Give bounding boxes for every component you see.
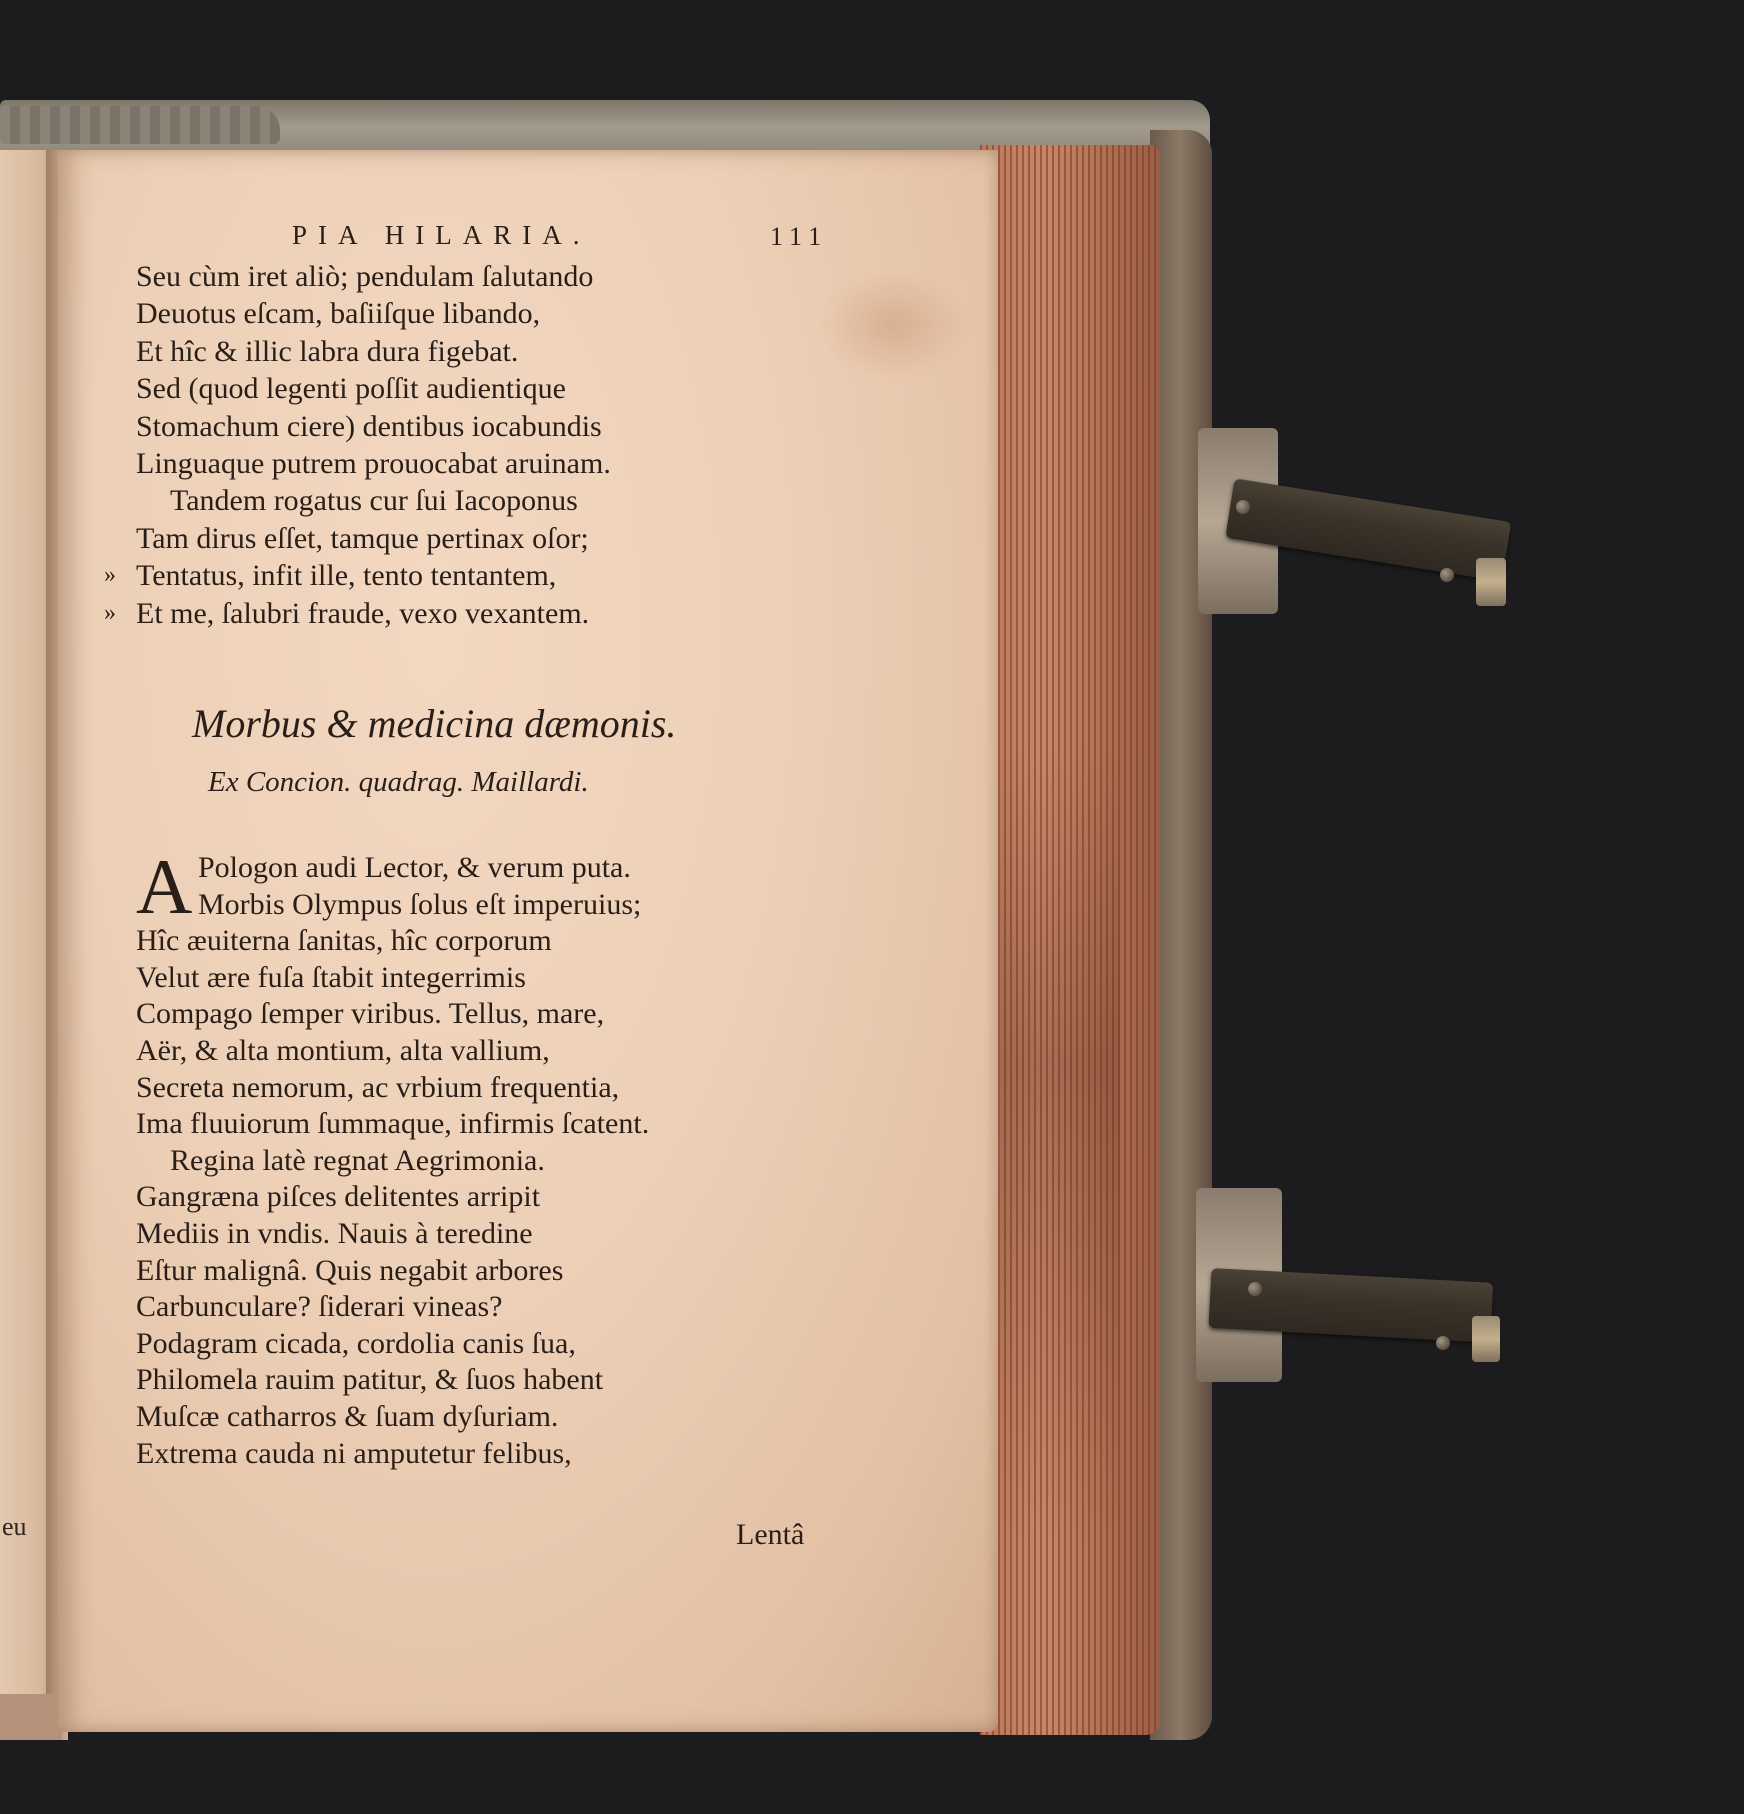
verse-line (136, 1106, 996, 1143)
quotation-marker: » (104, 599, 116, 626)
verse-block-first (104, 258, 996, 632)
verse-line-text: Carbunculare? ſiderari vineas? (136, 1290, 503, 1324)
verse-line-text: Stomachum ciere) dentibus iocabundis (136, 409, 602, 443)
verse-line-text: Gangræna piſces delitentes arripit (136, 1180, 541, 1214)
verse-line (136, 1362, 996, 1399)
verse-line (136, 295, 996, 332)
verse-line (136, 923, 996, 960)
verse-line-text: Linguaque putrem prouocabat aruinam. (136, 447, 611, 481)
verse-line-text: Ima fluuiorum ſummaque, infirmis ſcatent. (136, 1107, 650, 1141)
verse-line (136, 1289, 996, 1326)
verse-line-text: Aër, & alta montium, alta vallium, (136, 1033, 550, 1067)
verse-line-text: Compago ſemper viribus. Tellus, mare, (136, 997, 605, 1031)
verse-line-text: Velut ære fuſa ſtabit integerrimis (136, 960, 526, 994)
verse-line (136, 1179, 996, 1216)
left-page-corner (0, 1694, 62, 1740)
spine-headband (0, 106, 280, 144)
left-page-fragment: eu (2, 1512, 27, 1541)
verse-line (104, 595, 996, 632)
verse-line-text: Mediis in vndis. Nauis à teredine (136, 1216, 533, 1250)
verse-line (136, 1033, 996, 1070)
verse-line (136, 1436, 996, 1473)
verse-line-text: Deuotus eſcam, baſiiſque libando, (136, 297, 541, 331)
verse-line (136, 850, 996, 887)
verse-line-text: Pologon audi Lector, & verum puta. (198, 851, 631, 884)
source-note: Ex Concion. quadrag. Maillardi. (208, 766, 589, 798)
verse-line (136, 520, 996, 557)
verse-line-text: Eſtur malignâ. Quis negabit arbores (136, 1253, 564, 1287)
verse-line-text: Hîc æuiterna ſanitas, hîc corporum (136, 924, 552, 958)
verse-line (136, 1253, 996, 1290)
verse-line-text: Tam dirus eſſet, tamque pertinax oſor; (136, 521, 589, 555)
verse-line (136, 1399, 996, 1436)
verse-line (136, 996, 996, 1033)
verse-line (136, 1143, 996, 1180)
section-title: Morbus & medicina dæmonis. (192, 701, 677, 746)
verse-line (104, 557, 996, 594)
quotation-marker: » (104, 562, 116, 589)
verse-line-text: Seu cùm iret aliò; pendulam ſalutando (136, 260, 594, 293)
fore-edge (980, 145, 1160, 1735)
verse-line (136, 1326, 996, 1363)
verse-line (136, 887, 996, 924)
verse-line-text: Regina latè regnat Aegrimonia. (170, 1143, 545, 1177)
page-number: 111 (770, 222, 829, 251)
verse-line (136, 258, 996, 295)
verse-line-text: Sed (quod legenti poſſit audientique (136, 372, 566, 406)
running-head: PIA HILARIA. (292, 220, 591, 250)
verse-line-text: Muſcæ catharros & ſuam dyſuriam. (136, 1399, 559, 1433)
verse-line (136, 370, 996, 407)
catchword: Lentâ (736, 1518, 805, 1551)
verse-line (136, 1216, 996, 1253)
verse-line-text: Tandem rogatus cur ſui Iacoponus (170, 484, 578, 518)
verse-line (136, 960, 996, 997)
verse-line (136, 445, 996, 482)
verse-line-text: Et hîc & illic labra dura figebat. (136, 334, 519, 368)
verse-line-text: Secreta nemorum, ac vrbium frequentia, (136, 1070, 620, 1104)
verse-line (136, 333, 996, 370)
verse-line (136, 408, 996, 445)
verse-line (136, 1070, 996, 1107)
verse-line-text: Et me, ſalubri fraude, vexo vexantem. (136, 596, 590, 630)
drop-cap: A (136, 843, 193, 930)
verse-line-text: Extrema cauda ni amputetur felibus, (136, 1436, 572, 1470)
verse-line-text: Philomela rauim patitur, & ſuos habent (136, 1363, 604, 1397)
verse-line-text: Podagram cicada, cordolia canis ſua, (136, 1326, 576, 1360)
verse-line-text: Tentatus, infit ille, tento tentantem, (136, 559, 557, 593)
verse-block-second (136, 843, 996, 1472)
verse-line (136, 482, 996, 519)
verse-line-text: Morbis Olympus ſolus eſt imperuius; (198, 887, 642, 921)
